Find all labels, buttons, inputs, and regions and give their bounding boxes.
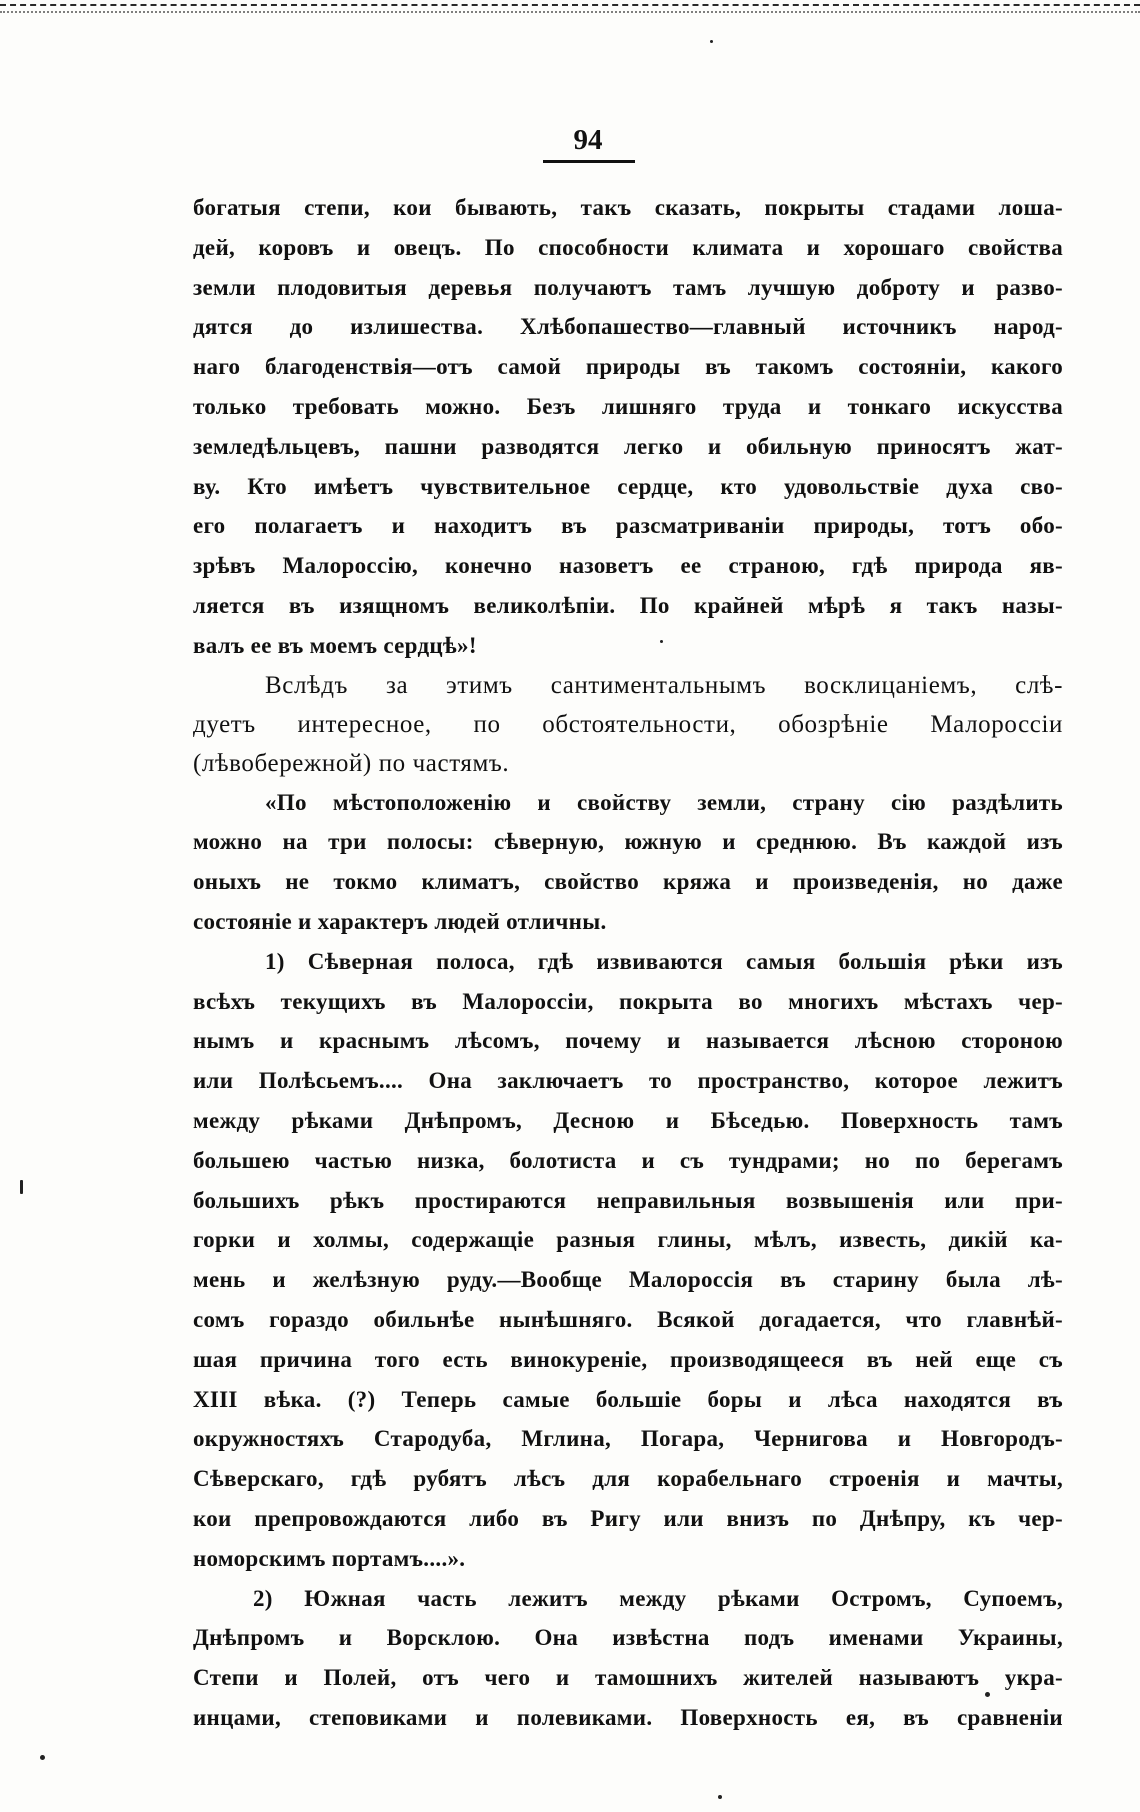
text-line: или Полѣсьемъ.... Она заключаетъ то пространство, которое лежитъ [193, 1068, 1063, 1094]
text-line: только требовать можно. Безъ лишняго труда и тонкаго искусства [193, 393, 1063, 419]
text-line: состояніе и характеръ людей отличны. [193, 908, 607, 934]
scan-speck [710, 40, 713, 43]
text-line: Вслѣдъ за этимъ сантиментальнымъ восклицаніемъ, слѣ- [265, 671, 1063, 699]
text-line: (лѣвобережной) по частямъ. [193, 749, 510, 777]
text-line: Сѣверскаго, гдѣ рубятъ лѣсъ для корабельнаго строенія и мачты, [193, 1466, 1063, 1492]
text-line: большею частью низка, болотиста и съ тундрами; но по берегамъ [193, 1147, 1063, 1173]
text-line: 1) Сѣверная полоса, гдѣ извиваются самыя большія рѣки изъ [265, 948, 1063, 974]
text-line: земледѣльцевъ, пашни разводятся легко и обильную приносятъ жат- [193, 433, 1063, 459]
text-line: ляется въ изящномъ великолѣпіи. По крайней мѣрѣ я такъ назы- [193, 592, 1063, 618]
text-line: окружностяхъ Стародуба, Мглина, Погара, Чернигова и Новгородъ- [193, 1426, 1063, 1452]
text-line: 2) Южная часть лежитъ между рѣками Остромъ, Супоемъ, [253, 1585, 1063, 1611]
text-line: «По мѣстоположенію и свойству земли, страну сію раздѣлить [265, 789, 1063, 815]
scan-speck [660, 640, 663, 643]
page-number-underline [543, 160, 635, 163]
text-line: валъ ее въ моемъ сердцѣ»! [193, 632, 477, 658]
text-line: богатыя степи, кои бывають, такъ сказать, покрыты стадами лоша- [193, 195, 1063, 220]
text-line: зрѣвъ Малороссію, конечно назоветъ ее страною, гдѣ природа яв- [193, 553, 1063, 579]
text-line: земли плодовитыя деревья получаютъ тамъ лучшую доброту и разво- [193, 274, 1063, 300]
text-line: номорскимъ портамъ....». [193, 1545, 466, 1571]
text-line: его полагаетъ и находитъ въ разсматриваніи природы, тотъ обо- [193, 513, 1063, 539]
text-line: дуетъ интересное, по обстоятельности, обозрѣніе Малороссіи [193, 710, 1063, 738]
text-line: мень и желѣзную руду.—Вообще Малороссія въ старину была лѣ- [193, 1267, 1063, 1293]
text-line: можно на три полосы: сѣверную, южную и среднюю. Въ каждой изъ [193, 829, 1063, 855]
text-line: нымъ и краснымъ лѣсомъ, почему и называется лѣсною стороною [193, 1028, 1063, 1054]
page-number: 94 [573, 124, 603, 156]
text-line: Степи и Полей, отъ чего и тамошнихъ жителей называютъ укра- [193, 1665, 1063, 1691]
text-line: ву. Кто имѣетъ чувствительное сердце, кто удовольствіе духа сво- [193, 473, 1063, 499]
scan-speck [985, 1692, 990, 1697]
paragraph-author-commentary [193, 666, 1063, 783]
text-line: оныхъ не токмо климатъ, свойство кряжа и произведенія, но даже [193, 869, 1063, 895]
text-line: дей, коровъ и овецъ. По способности климата и хорошаго свойства [193, 234, 1063, 260]
text-line: кои препровождаются либо въ Ригу или внизъ по Днѣпру, къ чер- [193, 1505, 1063, 1531]
paragraph-southern-part [193, 1579, 1063, 1738]
paragraph-continuation [193, 188, 1063, 666]
text-line: инцами, степовиками и полевиками. Поверхность ея, въ сравненіи [193, 1704, 1063, 1730]
top-border-rule [0, 0, 1140, 22]
paragraph-quote-intro [193, 783, 1063, 942]
text-line: всѣхъ текущихъ въ Малороссіи, покрыта во многихъ мѣстахъ чер- [193, 988, 1063, 1014]
text-line: наго благоденствія—отъ самой природы въ такомъ состояніи, какого [193, 354, 1063, 380]
text-line: шая причина того есть винокуреніе, производящееся въ ней еще съ [193, 1346, 1063, 1372]
text-line: Днѣпромъ и Ворсклою. Она извѣстна подъ именами Украины, [193, 1625, 1063, 1651]
paragraph-northern-strip [193, 942, 1063, 1579]
text-line: между рѣками Днѣпромъ, Десною и Бѣседью. Поверхность тамъ [193, 1107, 1063, 1133]
body-text [193, 188, 1063, 1738]
scan-speck [718, 1795, 722, 1799]
text-line: большихъ рѣкъ простираются неправильныя возвышенія или при- [193, 1187, 1063, 1213]
scan-speck [40, 1755, 45, 1760]
text-line: дятся до излишества. Хлѣбопашество—главный источникъ народ- [193, 314, 1063, 340]
text-line: XIII вѣка. (?) Теперь самые большіе боры и лѣса находятся въ [193, 1386, 1063, 1412]
scan-speck [20, 1180, 23, 1194]
text-line: горки и холмы, содержащіе разныя глины, мѣлъ, известь, дикій ка- [193, 1227, 1063, 1253]
text-line: сомъ гораздо обильнѣе нынѣшняго. Всякой догадается, что главнѣй- [193, 1306, 1063, 1332]
